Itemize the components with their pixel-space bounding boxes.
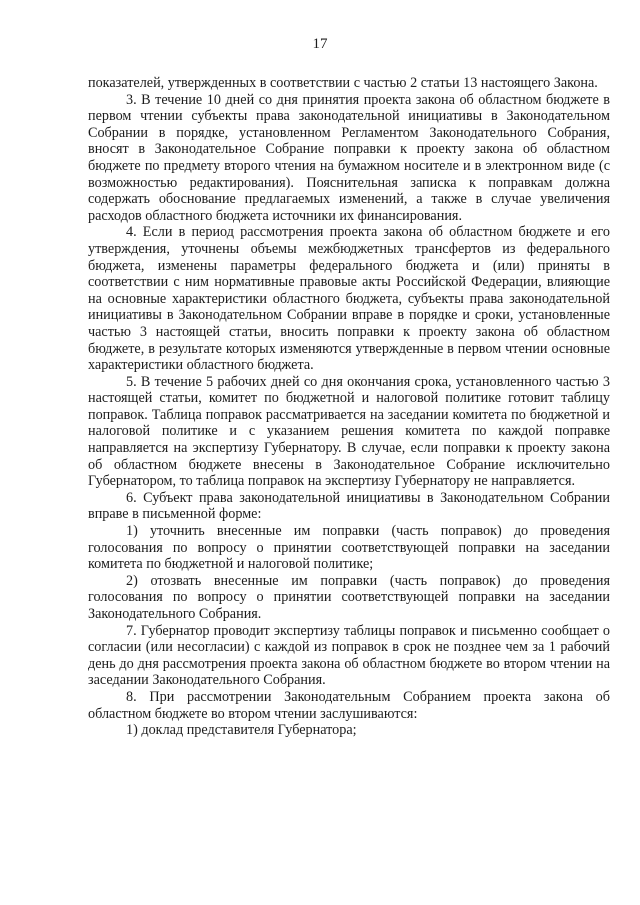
body-text <box>88 75 610 739</box>
paragraph-item-6: 6. Субъект права законодательной инициативы в Законодательном Собрании вправе в письменной форме: <box>88 489 610 523</box>
page-number: 17 <box>312 36 328 52</box>
paragraph-item-5: 5. В течение 5 рабочих дней со дня окончания срока, установленного частью 3 настоящей статьи, комитет по бюджетной и налоговой политике готовит таблицу поправок. Таблица поправок рассматривается на заседании комитета по бюджетной и налоговой политике и с указанием решения комитета по каждой поправке направляется на экспертизу Губернатору. В случае, если поправки к проекту закона об областном бюджете внесены в Законодательное Собрание исключительно Губернатором, то таблица поправок на экспертизу Губернатору не направляется. <box>88 373 610 490</box>
paragraph-item-3: 3. В течение 10 дней со дня принятия проекта закона об областном бюджете в первом чтении субъекты права законодательной инициативы в Законодательном Собрании в порядке, установленном Регламентом Законодательного Собрания, вносят в Законодательное Собрание поправки к проекту закона об областном бюджете по предмету второго чтения на бумажном носителе и в электронном виде (с возможностью редактирования). Пояснительная записка к поправкам должна содержать обоснование предлагаемых изменений, а также в случае увеличения расходов областного бюджета источники их финансирования. <box>88 91 610 224</box>
subparagraph-6-2: 2) отозвать внесенные им поправки (часть поправок) до проведения голосования по вопросу о принятии соответствующей поправки на заседании Законодательного Собрания. <box>88 572 610 622</box>
paragraph-item-4: 4. Если в период рассмотрения проекта закона об областном бюджете и его утверждения, уточнены объемы межбюджетных трансфертов из федерального бюджета, изменены параметры федерального бюджета и (или) приняты в соответствии с ним нормативные правовые акты Российской Федерации, влияющие на основные характеристики областного бюджета, субъекты права законодательной инициативы в Законодательном Собрании вправе в порядке и сроки, установленные частью 3 настоящей статьи, вносить поправки к проекту закона об областном бюджете, в результате которых изменяются утвержденные в первом чтении основные характеристики областного бюджета. <box>88 224 610 374</box>
paragraph-continuation: показателей, утвержденных в соответствии с частью 2 статьи 13 настоящего Закона. <box>88 75 598 91</box>
paragraph-item-7: 7. Губернатор проводит экспертизу таблицы поправок и письменно сообщает о согласии (или несогласии) с каждой из поправок в срок не позднее чем за 1 рабочий день до дня рассмотрения проекта закона об областном бюджете во втором чтении на заседании Законодательного Собрания. <box>88 622 610 689</box>
paragraph-item-8: 8. При рассмотрении Законодательным Собранием проекта закона об областном бюджете во втором чтении заслушиваются: <box>88 688 610 722</box>
subparagraph-8-1: 1) доклад представителя Губернатора; <box>126 722 357 739</box>
subparagraph-6-1: 1) уточнить внесенные им поправки (часть поправок) до проведения голосования по вопросу о принятии соответствующей поправки на заседании комитета по бюджетной и налоговой политике; <box>88 523 610 573</box>
